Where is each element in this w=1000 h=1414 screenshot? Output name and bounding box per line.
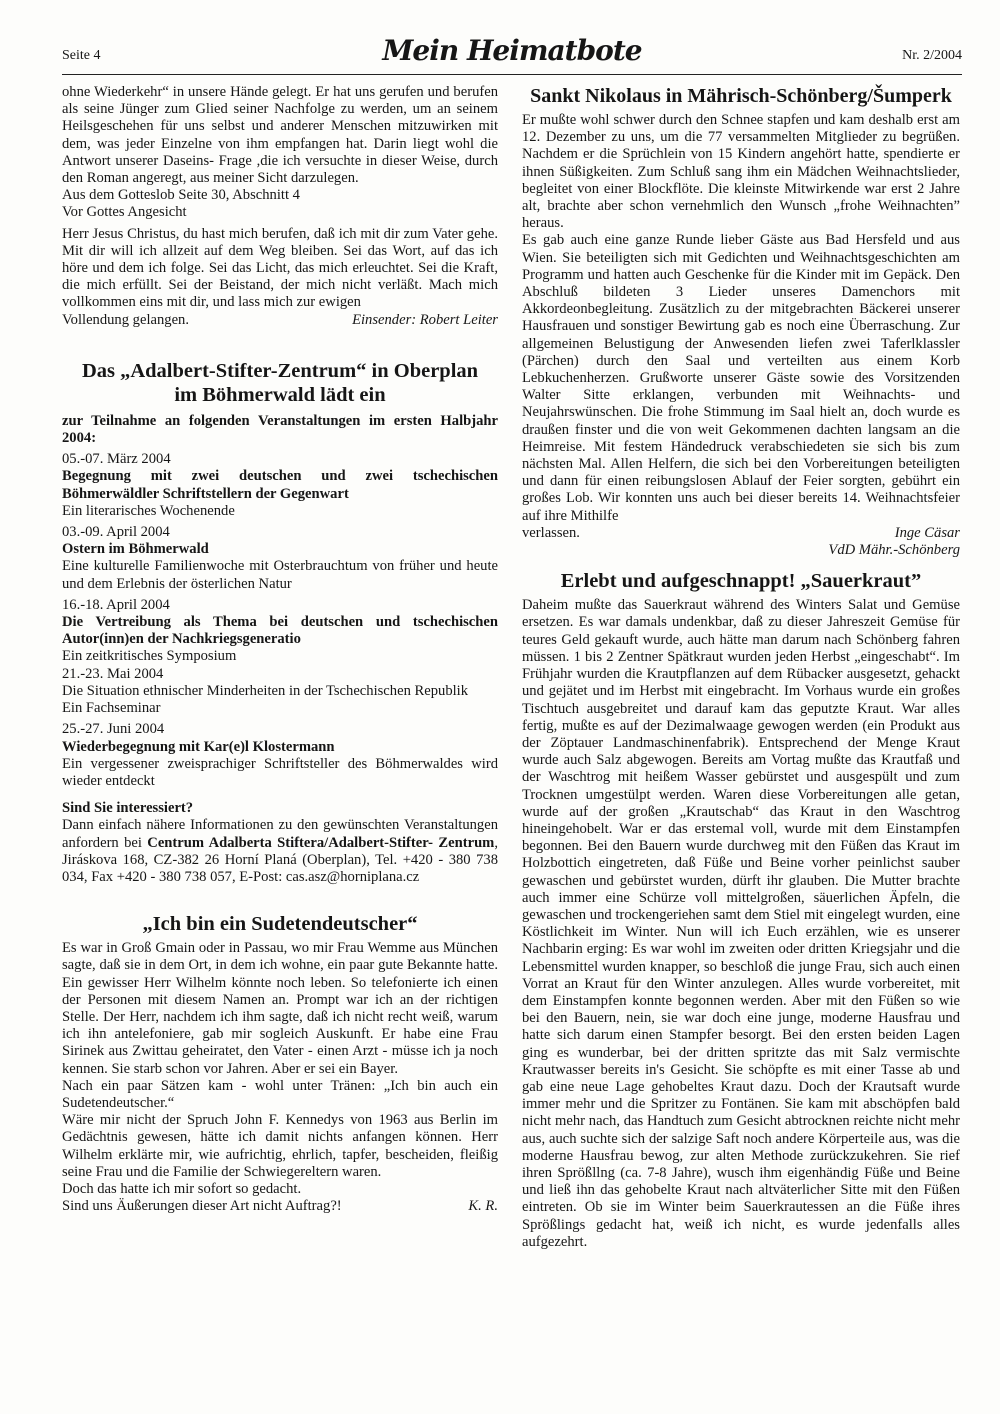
stifter-subline: zur Teilnahme an folgenden Veranstaltungen im ersten Halbjahr 2004:	[62, 412, 498, 447]
sauerkraut-text: Daheim mußte das Sauerkraut während des Winters Salat und Gemüse ersetzen. Es war damals undenkbar, daß zu dieser Jahreszeit Gemüse für teures Geld gekauft wurde, auch hätte man darum nach Schönberg fahren müssen. 1 bis 2 Zentner Spätkraut wurden jeden Herbst „eingeschabt“. Im Frühjahr wurden die Krautpflanzen auf dem Rübacker ausgesetzt, gehackt und gejätet und im Herbst mit eingebracht. Im Vorhaus wurde ein großes Tischtuch ausgebreitet und darauf kam das geputzte Kraut. War alles fertig, mußte es auf der Dezimalwaage gewogen werden (ein Produkt aus der Zöptauer Landmaschinenfabrik). Entsprechend der Menge Kraut wurde auch Salz abgewogen. Bereits am Vortag mußte das Krautfaß und der Waschtrog mit heißem Wasser gebürstet und ausgespült und zum Trocknen umgestülpt werden. Waren diese Vorbereitungen alle getan, wurde auf der großen „Krautschab“ das Kraut in den Waschtrog hineingehobelt. War er das erstemal voll, wurde mit dem Einstampfen begonnen. Bei den Bauern wurde durchweg mit den Füßen das Kraut im Holzbottich eingetreten, daß Füße und Beine vorher peinlichst sauber gewaschen und gebürstet wurden, dürft ihr glauben. Die Mutter brachte auch immer eine Schürze voll mittelgroßen, säuerlichen Äpfeln, die gewaschen und trockengeriehen samt dem Stiel mit eingelegt wurden, eine Köstlichkeit im Winter. Nun will ich Euch erzählen, wie es unserer Nachbarin erging: Es war wohl im zweiten oder dritten Kriegsjahr und die Lebensmittel wurden knapper, so beschloß die junge Frau, sich auch einen Vorrat an Kraut für den Winter anzulegen. Alles wurde vorbereitet, mit dem Einstampfen konnte begonnen werden. Aber mit den Füßen so wie bei den Bauern, nein, sie war doch eine junge, moderne Hausfrau und hatte sich darum einen Stampfer besorgt. Bei den ersten beiden Lagen ging es wunderbar, bei der dritten spritzte das mit Salz vermischte Krautwasser bereits in's Gesicht. Sie schöpfte es mit einer Tasse ab und gab eine neue Lage gehobeltes Kraut dazu. Doch der Krautsaft wurde immer mehr und die Spritzer zu Fontänen. Sie kam mit abschöpfen bald nicht mehr nach, das Handtuch zum Gesicht abtrocknen reichte nicht mehr aus, auch suchte sich der salzige Saft noch andere Körperteile aus, was die moderne Hausfrau bewog, zur alten Methode zurückzukehren. Sie rief ihren Sprößllng (ca. 7-8 Jahre), wusch ihm eigenhändig Füße und Beine und ließ ihn das gehobelte Kraut nach altväterlicher Sitte mit den Füßen eintreten. Ob sie im Winter beim Sauerkrautessen an die Füße ihres Sprößlings gedacht hat, weiß ich nicht, es wurde jedenfalls alles aufgezehrt.	[522, 597, 960, 1250]
right-column	[522, 84, 960, 1374]
issue-number: Nr. 2/2004	[902, 48, 962, 63]
event-item	[62, 524, 498, 593]
event-desc: Ein zeitkritisches Symposium	[62, 648, 237, 665]
prayer-title: Vor Gottes Angesicht	[62, 204, 187, 221]
event-desc: Eine kulturelle Familienwoche mit Osterbrauchtum von früher und heute und dem Erlebnis der österlichen Natur	[62, 558, 498, 592]
nikolaus-closing	[522, 525, 960, 542]
event-item	[62, 666, 498, 718]
left-column	[62, 84, 498, 1374]
sudeten-para: Nach ein paar Sätzen kam - wohl unter Tränen: „Ich bin auch ein Sudetendeutscher.“	[62, 1077, 498, 1111]
sudeten-closing	[62, 1198, 498, 1215]
event-title: Wiederbegegnung mit Kar(e)l Klostermann	[62, 738, 335, 755]
event-date: 16.-18. April 2004	[62, 596, 170, 613]
page-number: Seite 4	[62, 48, 101, 63]
event-title: Die Vertreibung als Thema bei deutschen und tschechischen Autor(inn)en der Nachkriegsgeneratio	[62, 614, 498, 648]
sudeten-last-line: Sind uns Äußerungen dieser Art nicht Auftrag?!	[62, 1198, 342, 1215]
nikolaus-headline: Sankt Nikolaus in Mährisch-Schönberg/Šumperk	[530, 85, 952, 107]
prayer-last-line: Vollendung gelangen.	[62, 311, 189, 328]
prayer-text: Herr Jesus Christus, du hast mich berufen, daß ich mit dir zum Vater gehe. Mit dir will ich allzeit auf dem Weg bleiben. Sei das Wort, auf das ich höre und dem ich folge. Sei das Licht, das mich erleuchtet. Sei die Kraft, die mich erfüllt. Sei der Beistand, der mich nicht verläßt. Mach mich vollkommen eins mit dir, und lass mich zur ewigen	[62, 225, 498, 311]
event-date: 21.-23. Mai 2004	[62, 665, 164, 682]
masthead-title: Mein Heimatbote	[382, 34, 642, 67]
event-date: 25.-27. Juni 2004	[62, 721, 165, 738]
sudeten-signature: K. R.	[468, 1198, 498, 1215]
sudeten-para: Wäre mir nicht der Spruch John F. Kennedys von 1963 aus Berlin im Gedächtnis gewesen, hätte ich damit nichts anfangen können. Herr Wilhelm erklärte mir, wie aufrichtig, ehrlich, tapfer, bescheiden, fleißig seine Frau und die Familie der Schwiegereltern waren.	[62, 1112, 498, 1180]
sauerkraut-headline: Erlebt und aufgeschnappt! „Sauerkraut”	[560, 570, 922, 593]
event-desc: Ein vergessener zweisprachiger Schriftsteller des Böhmerwaldes wird wieder entdeckt	[62, 755, 498, 789]
nikolaus-last-line: verlassen.	[522, 524, 580, 541]
header-rule	[62, 74, 962, 75]
prayer-sender: Einsender: Robert Leiter	[352, 311, 498, 328]
event-desc: Ein literarisches Wochenende	[62, 502, 235, 519]
nikolaus-para: Es gab auch eine ganze Runde lieber Gäste aus Bad Hersfeld und aus Wien. Sie beteiligten sich mit Gedichten und Weihnachtsgeschichten am Programm und hatten auch Geschenke für die Kinder mit im Gepäck. Den Abschluß bildeten 3 Lieder unseres Damenchors mit Akkordeonbegleitung. Zusätzlich zu der mitgebrachten Bäckerei unserer Hausfrauen und sonstiger Bewirtung gab es noch eine Überraschung. Zur allgemeinen Belustigung der Anwesenden liefen zwei Taferlklassler (Pärchen) durch den Saal und verteilten aus einem Korb Lebkuchenherzen. Grußworte unserer Gäste sowie des Vorsitzenden Walter Sitte erklangen, verbunden mit Weihnachts- und Neujahrswünschen. Die frohe Stimmung im Saal hielt an, doch wurde es draußen finster und die von weit Gekommenen dachten langsam an die Heimreise. Mit festem Händedruck verabschiedeten sie sich bis zum nächsten Mal. Allen Helfern, die sich bei den Vorbereitungen beteiligten und dann für einen reibungslosen Ablauf der Feier sorgten, gebührt ein großes Lob. Wir konnten uns auch bei dieser bereits 14. Weihnachtsfeier auf ihre Mithilfe	[522, 232, 960, 524]
event-title: Die Situation ethnischer Minderheiten in der Tschechischen Republik	[62, 682, 469, 699]
event-title: Ostern im Böhmerwald	[62, 541, 209, 558]
event-desc: Ein Fachseminar	[62, 700, 161, 717]
stifter-question: Sind Sie interessiert?	[62, 800, 194, 817]
intro-paragraph: ohne Wiederkehr“ in unsere Hände gelegt. Er hat uns gerufen und berufen als seine Jünger zum Glied seiner Nachfolge zu werden, um an seinem Heilsgeschehen für uns selbst und anderer Menschen mitzuwirken mit dem, was jeder Einzelne von ihm empfangen hat. Darin liegt wohl die Antwort unserer Daseins- Frage ,die ich versuchte in dieser Weise, durch den Roman angeregt, aus meiner Sicht darzulegen.	[62, 84, 498, 187]
sudeten-para: Es war in Groß Gmain oder in Passau, wo mir Frau Wemme aus München sagte, daß sie in dem Ort, in dem ich wohne, ein paar gute Bekannte hatte. Ein gewisser Herr Wilhelm könnte noch leben. So telefonierte ich einen der Personen mit diesem Namen an. Prompt war ich an der richtigen Stelle. Der Herr, nachdem ich ihm sagte, daß ich nicht recht weiß, warum ich ihn antelefoniere, gab mir sogleich Auskunft. Er habe eine Frau Sirinek aus Zwittau geheiratet, den Vater - einen Arzt - müsse ich ja noch kennen. Sie starb schon vor Jahren. Aber er sei ein Bayer.	[62, 940, 498, 1077]
sudeten-headline: „Ich bin ein Sudetendeutscher“	[142, 913, 418, 936]
page-header	[62, 34, 962, 74]
contact-org: Centrum Adalberta Stiftera/Adalbert-Stifter- Zentrum	[147, 834, 495, 851]
stifter-contact	[62, 817, 498, 886]
event-date: 05.-07. März 2004	[62, 451, 171, 468]
nikolaus-para: Er mußte wohl schwer durch den Schnee stapfen und kam deshalb erst am 12. Dezember zu uns, um die 77 versammelten Mitglieder zu begrüßen. Nachdem er die Sprüchlein von 15 Kindern angehört hatte, spendierte er ihnen Süßigkeiten. Zum Schluß sang ihm ein Mädchen Weihnachtslieder, begleitet von einer Blockflöte. Die kleinste Mitwirkende war erst 2 Jahre alt, brachte aber schon vernehmlich den Wunsch „frohe Weihnachten” heraus.	[522, 112, 960, 232]
event-title: Begegnung mit zwei deutschen und zwei tschechischen Böhmerwäldler Schriftstellern der Gegenwart	[62, 468, 498, 502]
contact-post: , Jiráskova 168, CZ-382 26 Horní Planá (Oberplan), Tel. +420 - 380 738 034, Fax +420 - 380 738 057, E-Post: cas.asz@horniplana.cz	[62, 834, 498, 885]
event-item	[62, 597, 498, 666]
sudeten-para: Doch das hatte ich mir sofort so gedacht.	[62, 1180, 302, 1197]
contact-pre: Dann einfach nähere Informationen zu den gewünschten Veranstaltungen anfordern bei	[62, 817, 498, 851]
stifter-headline-1: Das „Adalbert-Stifter-Zentrum“ in Oberplan	[81, 359, 479, 382]
prayer-closing	[62, 312, 498, 329]
event-item	[62, 451, 498, 520]
event-item	[62, 721, 498, 790]
source-line: Aus dem Gotteslob Seite 30, Abschnitt 4	[62, 187, 300, 204]
nikolaus-signature-org: VdD Mähr.-Schönberg	[828, 542, 960, 559]
event-date: 03.-09. April 2004	[62, 524, 170, 541]
nikolaus-signature-name: Inge Cäsar	[894, 524, 960, 541]
stifter-headline-2: im Böhmerwald lädt ein	[174, 383, 386, 406]
